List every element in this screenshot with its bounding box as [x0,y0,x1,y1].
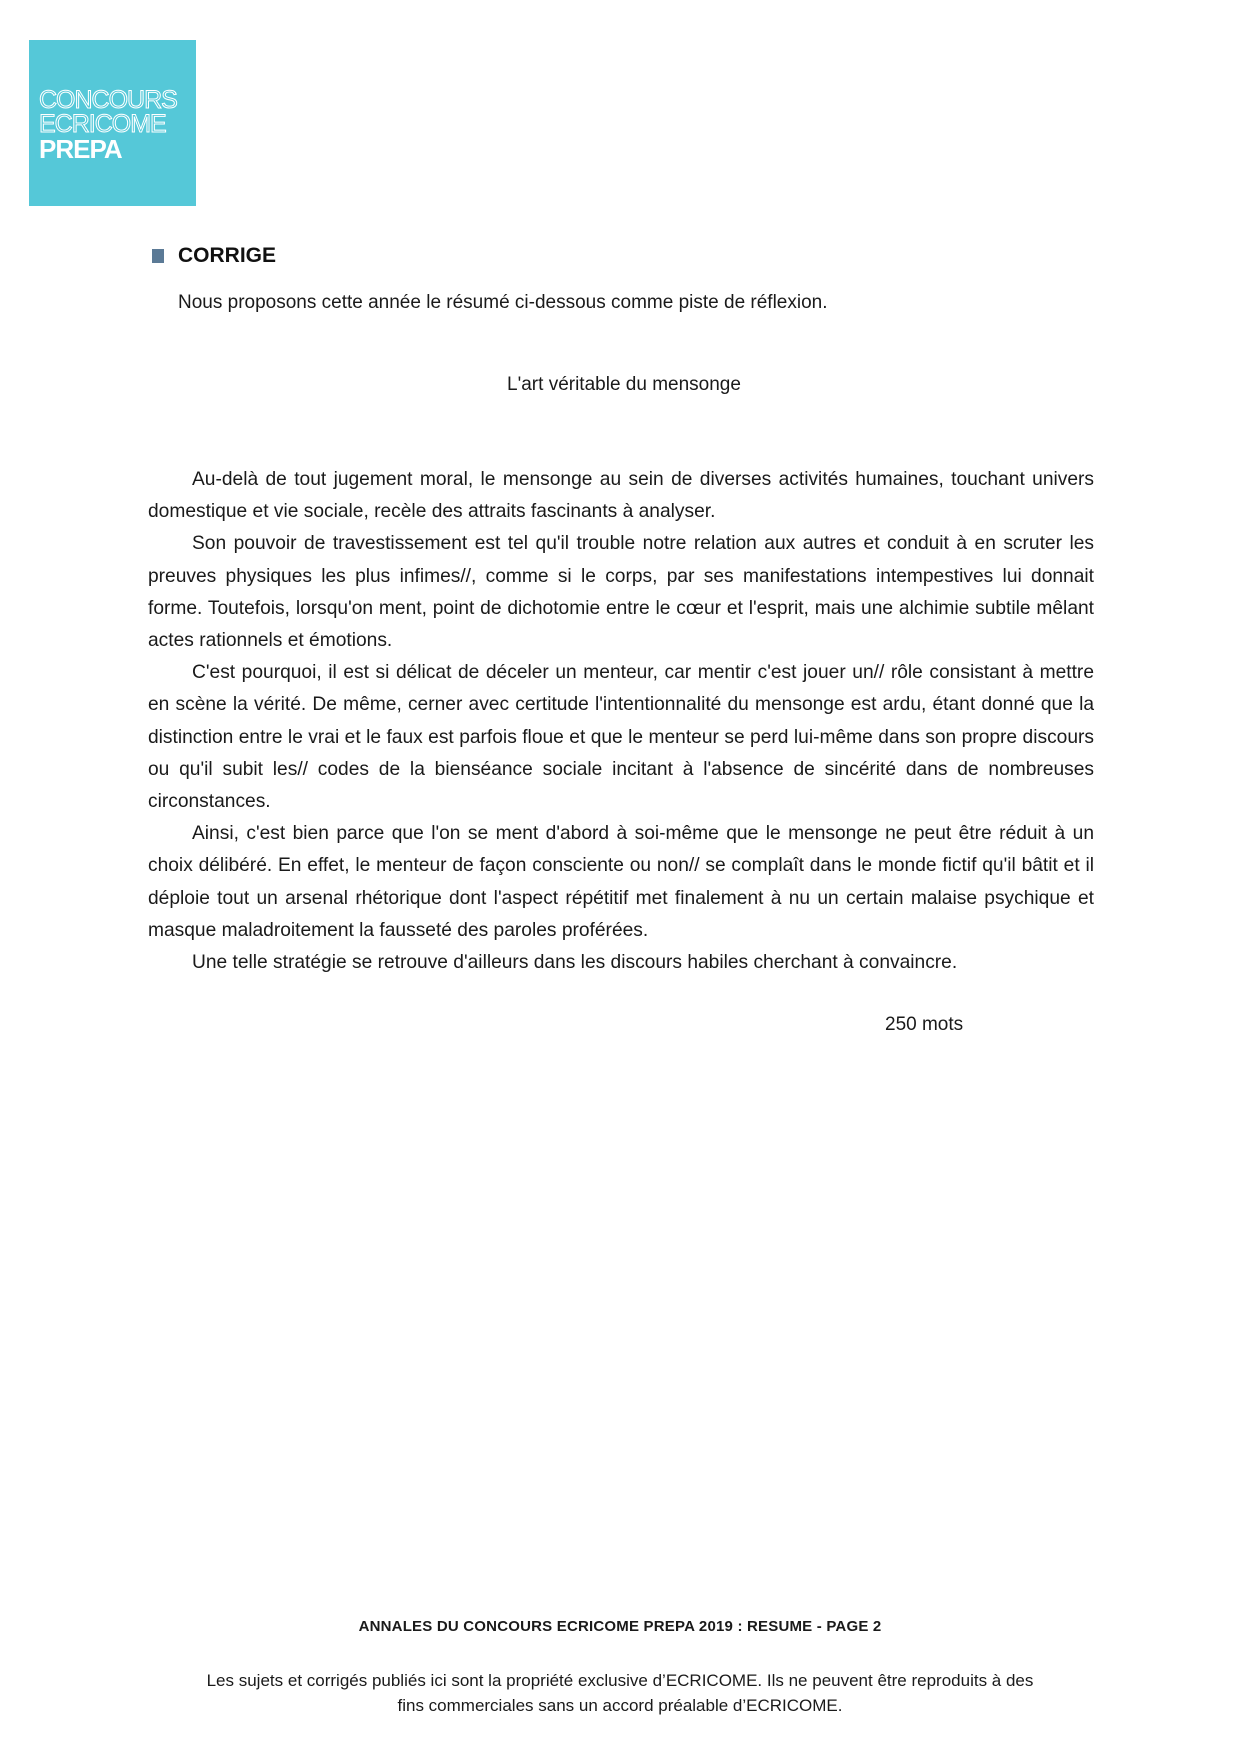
paragraph: Une telle stratégie se retrouve d'ailleurs dans les discours habiles cherchant à convaincre. [192,952,958,974]
summary-body [148,464,1094,979]
ecricome-logo [29,40,196,206]
square-bullet-icon [152,249,164,263]
footer-copyright-note [150,1668,1090,1718]
paragraph: Ainsi, c'est bien parce que l'on se ment d'abord à soi-même que le mensonge ne peut être réduit à un choix délibéré. En effet, le menteur de façon consciente ou non// se complaît dans le monde fictif qu'il bâtit et il déploie tout un arsenal rhétorique dont l'aspect répétitif met finalement à nu un certain malaise psychique et masque maladroitement la fausseté des paroles proférées. [148,823,1094,941]
section-title: CORRIGE [178,244,277,267]
logo-text-concours: CONCOURS [39,86,177,114]
logo-text-prepa: PREPA [39,134,122,164]
footer-title: ANNALES DU CONCOURS ECRICOME PREPA 2019 : RESUME - PAGE 2 [358,1618,882,1635]
section-heading [152,244,276,268]
paragraph: Au-delà de tout jugement moral, le mensonge au sein de diverses activités humaines, touchant univers domestique et vie sociale, recèle des attraits fascinants à analyser. [148,469,1094,523]
footer-note-line: fins commerciales sans un accord préalable d’ECRICOME. [397,1696,843,1715]
paragraph: C'est pourquoi, il est si délicat de déceler un menteur, car mentir c'est jouer un// rôle consistant à mettre en scène la vérité. De même, cerner avec certitude l'intentionnalité du mensonge est ardu, étant donné que la distinction entre le vrai et le faux est parfois floue et que le menteur se perd lui-même dans son propre discours ou qu'il subit les// codes de la bienséance sociale incitant à l'absence de sincérité dans de nombreuses circonstances. [148,662,1094,813]
summary-title: L'art véritable du mensonge [507,374,741,395]
paragraph: Son pouvoir de travestissement est tel qu'il trouble notre relation aux autres et conduit à en scruter les preuves physiques les plus infimes//, comme si le corps, par ses manifestations intempestives lui donnait forme. Toutefois, lorsqu'on ment, point de dichotomie entre le cœur et l'esprit, mais une alchimie subtile mêlant actes rationnels et émotions. [148,533,1094,652]
logo-text-ecricome: ECRICOME [39,110,166,138]
intro-text: Nous proposons cette année le résumé ci-dessous comme piste de réflexion. [178,292,828,313]
footer-note-line: Les sujets et corrigés publiés ici sont la propriété exclusive d’ECRICOME. Ils ne peuvent être reproduits à des [206,1671,1034,1690]
word-count: 250 mots [885,1014,964,1035]
